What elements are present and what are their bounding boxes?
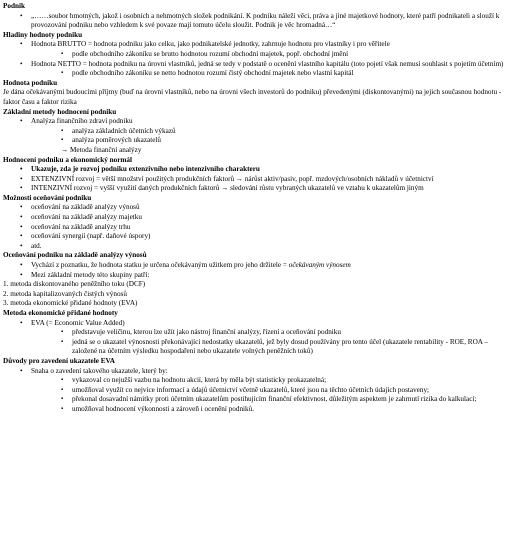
list-hladiny — [3, 40, 508, 78]
item-eva: • EVA (= Economic Value Added) — [3, 319, 508, 329]
heading-podnik: Podnik — [3, 2, 25, 10]
numbered-dcf: 1. metoda diskontovaného peněžního toku (DCF) — [3, 280, 146, 289]
item-analyza-zdravi: • Analýza finančního zdraví podniku — [3, 117, 508, 127]
sub-vykazy: ▪ analýza základních účetních výkazů — [3, 127, 508, 137]
sub-brutto: ▪ podle obchodního zákoníku se brutto hodnotou rozumí obchodní majetek, popř. obchodní jmění — [3, 50, 508, 60]
sub-pomerove: ▪ analýza poměrových ukazatelů — [3, 136, 508, 146]
numbered-kapitalizace: 2. metoda kapitalizovaných čistých výnosů — [3, 289, 127, 298]
document-page — [3, 2, 508, 415]
list-item: • oceňování synergií (např. daňové úspory) — [3, 232, 508, 242]
sub-eva-1: ▪ představuje veličinu, kterou lze užít jako nástroj finanční analýzy, řízení a oceňování podniku — [3, 328, 508, 338]
list-normal — [3, 165, 508, 194]
heading-duvody: Důvody pro zavedení ukazatele EVA — [3, 356, 115, 365]
heading-normal: Hodnocení podniku a ekonomický normál — [3, 155, 133, 164]
list-item: • oceňování na základě analýzy trhu — [3, 223, 508, 233]
item-netto: • Hodnota NETTO = hodnota podniku na úrovni vlastníků, jedná se tedy v podstatě o ocenění vlastního kapitálu (toto pojetí však nemusí souhlasit s pojetím účetním) — [3, 60, 508, 70]
item-metody: • Mezi základní metody této skupiny patří: — [3, 271, 508, 281]
list-duvody — [3, 367, 508, 415]
item-ukazuje: • Ukazuje, zda je rozvoj podniku extenzivního nebo intenzivního charakteru — [3, 165, 508, 175]
vychazi-emphasis: očekávaným výnosem — [288, 261, 351, 270]
item-brutto: • Hodnota BRUTTO = hodnota podniku jako celku, jako podnikatelské jednotky, zahrnuje hodnotu pro vlastníky i pro věřitele — [3, 40, 508, 50]
sub-duvod: ▪ umožňoval hodnocení výkonnosti a zároveň i ocenění podniků. — [3, 405, 508, 415]
list-item: • oceňování na základě analýzy majetku — [3, 213, 508, 223]
list-item: • oceňování na základě analýzy výnosů — [3, 203, 508, 213]
item-vychazi — [3, 261, 508, 271]
heading-hladiny: Hladiny hodnoty podniku — [3, 30, 83, 39]
text-hodnota: Je dána očekávanými budoucími příjmy (buď na úrovni vlastníků, nebo na úrovni všech investorů do podniku) převedenými (diskontovanými) na jejich současnou hodnotu - faktor času a faktor rizika — [3, 88, 502, 106]
list-item: • atd. — [3, 242, 508, 252]
quote-definition: • „……soubor hmotných, jakož i osobních a nehmotných složek podnikání. K podniku náleží věci, práva a jiné majetkové hodnoty, které patří podnikateli a slouží k provozování podniku nebo vzhledem k své povaze mají tomuto účelu sloužit. Podnik je věc hromadná…“ — [3, 12, 508, 31]
list-zakladni-metody — [3, 117, 508, 146]
list-podnik — [3, 12, 508, 31]
item-snaha: • Snaha o zavedení takového ukazatele, který by: — [3, 367, 508, 377]
heading-moznosti: Možnosti oceňování podniku — [3, 193, 92, 202]
heading-vynosy: Oceňování podniku na základě analýzy výnosů — [3, 251, 147, 260]
sub-eva-2: ▪ jedná se o ukazatel výnosnosti překonávající nedostatky ukazatelů, jež byly dosud používány pro tento účel (ukazatele rentability - ROE, ROA – založené na účetním výsledku hospodaření nebo ukazatele volných peněžních toků) — [3, 338, 508, 357]
sub-duvod: ▪ překonal dosavadní námitky proti účetním ukazatelům postihujícím finanční efektivnost, důležitým aspektem je zahrnutí rizika do kalkulací; — [3, 395, 508, 405]
heading-eva-metoda: Metoda ekonomické přidané hodnoty — [3, 309, 118, 317]
list-eva-metoda — [3, 319, 508, 357]
list-moznosti — [3, 203, 508, 251]
item-intenzivni: • INTENZIVNÍ rozvoj = vyšší využití daných produkčních faktorů → sledování růstu vybraných ukazatelů ve vztahu k ukazatelům jiným — [3, 184, 508, 194]
heading-zakladni-metody: Základní metody hodnocení podniku — [3, 107, 117, 116]
sub-netto: ▪ podle obchodního zákoníku se netto hodnotou rozumí čistý obchodní majetek nebo vlastní kapitál — [3, 69, 508, 79]
numbered-eva: 3. metoda ekonomické přidané hodnoty (EVA) — [3, 299, 138, 308]
sub-duvod: ▪ vykazoval co nejužší vazbu na hodnotu akcií, která by měla být statisticky prokazatelná; — [3, 376, 508, 386]
sub-duvod: ▪ umožňoval využít co nejvíce informací a údajů účetnictví včetně ukazatelů, které jsou na těchto účetních údajích postaveny; — [3, 386, 508, 396]
vychazi-text: Vychází z poznatku, že hodnota statku je určena očekávaným užitkem pro jeho držitele = — [31, 261, 289, 270]
item-extenzivni: • EXTENZIVNÍ rozvoj = větší množství použitých produkčních faktorů → nárůst aktiv/pasiv, popř. mzdových/osobních nákladů v účetnictví — [3, 175, 508, 185]
list-vynosy — [3, 261, 508, 280]
heading-hodnota: Hodnota podniku — [3, 78, 58, 87]
arrow-metoda-fa: → Metoda finanční analýzy — [61, 145, 142, 154]
